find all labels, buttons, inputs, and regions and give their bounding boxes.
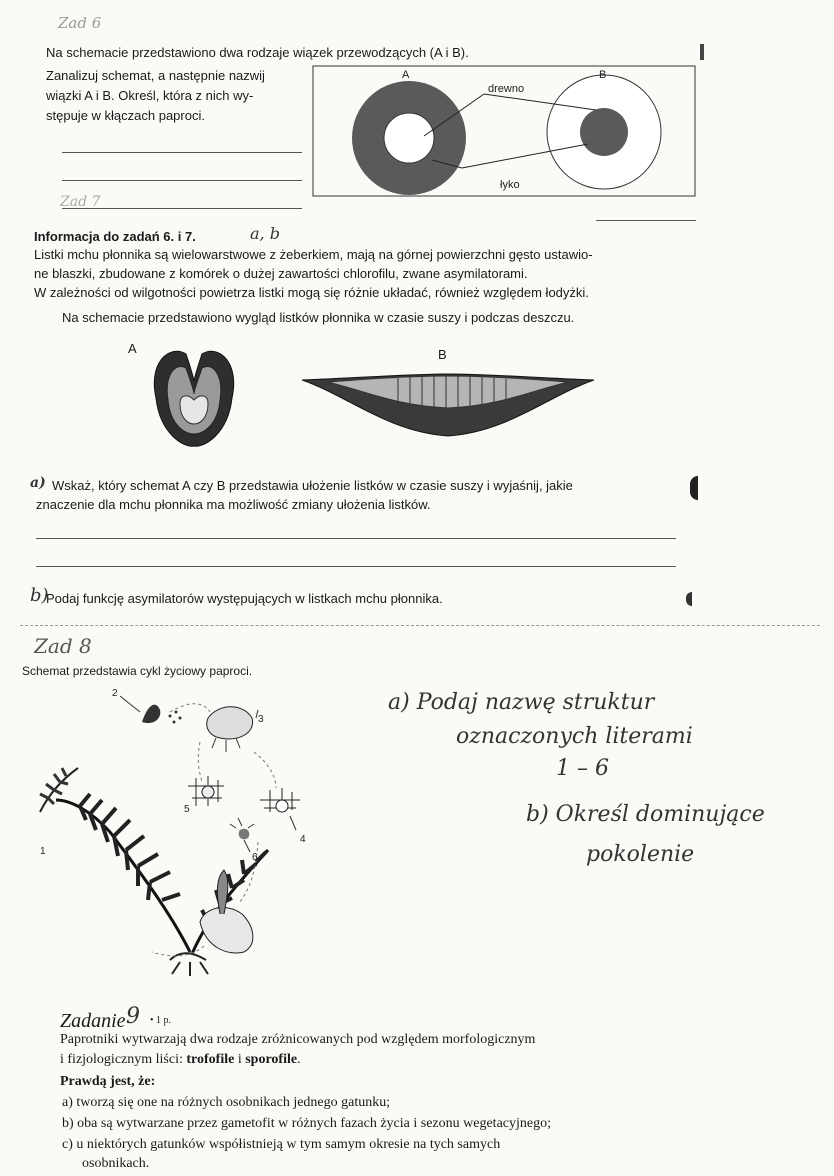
handwritten-task-refs: a, b [250,224,280,243]
label-pointer [120,696,140,712]
task9-option-a [62,1094,390,1112]
task9-option-c-continuation: osobnikach. [82,1156,150,1171]
task6-line1: Na schemacie przedstawiono dwa rodzaje wiązek przewodzących (A i B). [46,45,469,60]
answer-line [36,538,676,539]
prothallus [207,707,253,739]
task9-intro-end: . [297,1052,301,1067]
margin-mark [690,476,698,500]
diagram-label-b: B [599,69,607,81]
info-line4: Na schemacie przedstawiono wygląd listków płonnika w czasie suszy i podczas deszczu. [62,310,575,325]
label-lyko: łyko [500,179,520,191]
zygote-sperm [230,818,254,828]
task9-intro-line1: Paprotniki wytwarzają dwa rodzaje zróżnicowanych pod względem morfologicznym [60,1032,536,1047]
fern-frond-main [56,800,190,952]
option-letter: a) [62,1095,73,1110]
label-pointer [244,840,250,852]
task9-intro-text: i fizjologicznym liści: [60,1052,187,1067]
option-letter: c) [62,1137,73,1152]
prothallus-rhizoids [212,738,240,752]
cycle-arrow [254,752,276,788]
answer-line [62,152,302,153]
question-a-line2: znaczenie dla mchu płonnika ma możliwość zmiany ułożenia listków. [36,497,431,512]
answer-line [36,566,676,567]
handwritten-task8-b-line2: pokolenie [586,842,695,867]
spore-dot [173,721,176,724]
task8-caption: Schemat przedstawia cykl życiowy paproci. [22,664,253,678]
term-sporofile: sporofile [245,1052,298,1067]
handwritten-task-7-label: Zad 7 [60,194,101,210]
answer-line [62,180,302,181]
option-letter: b) [62,1116,74,1131]
fern-frond-small [40,768,78,812]
margin-mark [700,44,704,60]
diagram-label-a: A [402,69,410,81]
bundle-a-inner-xylem [384,113,434,163]
handwritten-question-b-marker: b) [30,585,49,606]
task9-points: • 1 p. [150,1015,172,1026]
info-line3: W zależności od wilgotności powietrza listki mogą się różnie układać, również względem łodyżki. [34,285,589,300]
handwritten-question-a-marker: a) [30,475,46,491]
handwritten-task8-a-line1: a) Podaj nazwę struktur [388,690,655,715]
task9-title: Zadanie [60,1010,126,1032]
handwritten-task-8-label: Zad 8 [34,634,92,658]
option-text: oba są wytwarzane przez gametofit w różnych fazach życia i sezonu wegetacyjnego; [77,1116,551,1131]
label-drewno: drewno [488,83,525,95]
bundle-b-core [580,108,628,156]
info-heading: Informacja do zadań 6. i 7. [34,229,196,244]
task6-line4: stępuje w kłączach paproci. [46,108,205,123]
vascular-bundle-diagram [312,62,698,200]
task9-intro-line2 [60,1051,301,1069]
cycle-arrow [198,742,202,782]
question-b-line1: Podaj funkcję asymilatorów występujących w listkach mchu płonnika. [46,591,443,606]
label-pointer [290,816,296,830]
lifecycle-label-1: 1 [40,846,46,857]
task9-option-c [62,1136,500,1154]
term-trofofile: trofofile [186,1052,235,1067]
section-divider [20,625,820,626]
margin-mark [686,592,692,606]
answer-line [596,220,696,221]
lifecycle-label-4: 4 [300,834,306,845]
zygote [239,829,250,840]
handwritten-task-6-label: Zad 6 [58,14,102,32]
spore-dot [175,711,178,714]
leaf-label-b: B [438,347,447,362]
info-line2: ne blaszki, zbudowane z komórek o dużej zawartości chlorofilu, zwane asymilatorami. [34,266,528,281]
spore-dot [179,717,182,720]
antheridium-cell [202,786,214,798]
fern-pinnae-small [40,768,68,804]
task9-intro-and: i [234,1052,246,1067]
handwritten-task8-a-line2: oznaczonych literami [456,724,693,749]
leaf-b-wet-illustration [298,366,598,444]
handwritten-task9-number: 9 [126,1004,140,1029]
fern-life-cycle-diagram [20,682,320,982]
leaf-a-dry-illustration [146,338,242,450]
leaf-label-a: A [128,341,137,356]
handwritten-task8-a-line3: 1 – 6 [556,756,609,781]
task6-line3: wiązki A i B. Określ, która z nich wy- [46,88,254,103]
task9-option-b [62,1115,551,1133]
lifecycle-label-5: 5 [184,804,190,815]
fern-pinnae [80,794,180,900]
question-a-line1: Wskaż, który schemat A czy B przedstawia ułożenie listków w czasie suszy i wyjaśnij, jakie [52,478,573,493]
egg-cell [276,800,288,812]
young-sporophyte-prothallus [200,908,253,953]
option-text: u niektórych gatunków współistnieją w tym samym okresie na tych samych [76,1137,501,1152]
sporangium [142,705,160,723]
fern-roots [170,953,208,976]
option-text: tworzą się one na różnych osobnikach jednego gatunku; [76,1095,391,1110]
spore-dot [169,715,172,718]
lifecycle-label-6: 6 [252,852,258,863]
task9-prompt: Prawdą jest, że: [60,1074,156,1089]
task6-line2: Zanalizuj schemat, a następnie nazwij [46,68,265,83]
lifecycle-label-2: 2 [112,688,118,699]
info-line1: Listki mchu płonnika są wielowarstwowe z żeberkiem, mają na górnej powierzchni gęsto ustawio- [34,247,593,262]
handwritten-task8-b-line1: b) Określ dominujące [526,802,765,827]
lifecycle-label-3: 3 [258,714,264,725]
